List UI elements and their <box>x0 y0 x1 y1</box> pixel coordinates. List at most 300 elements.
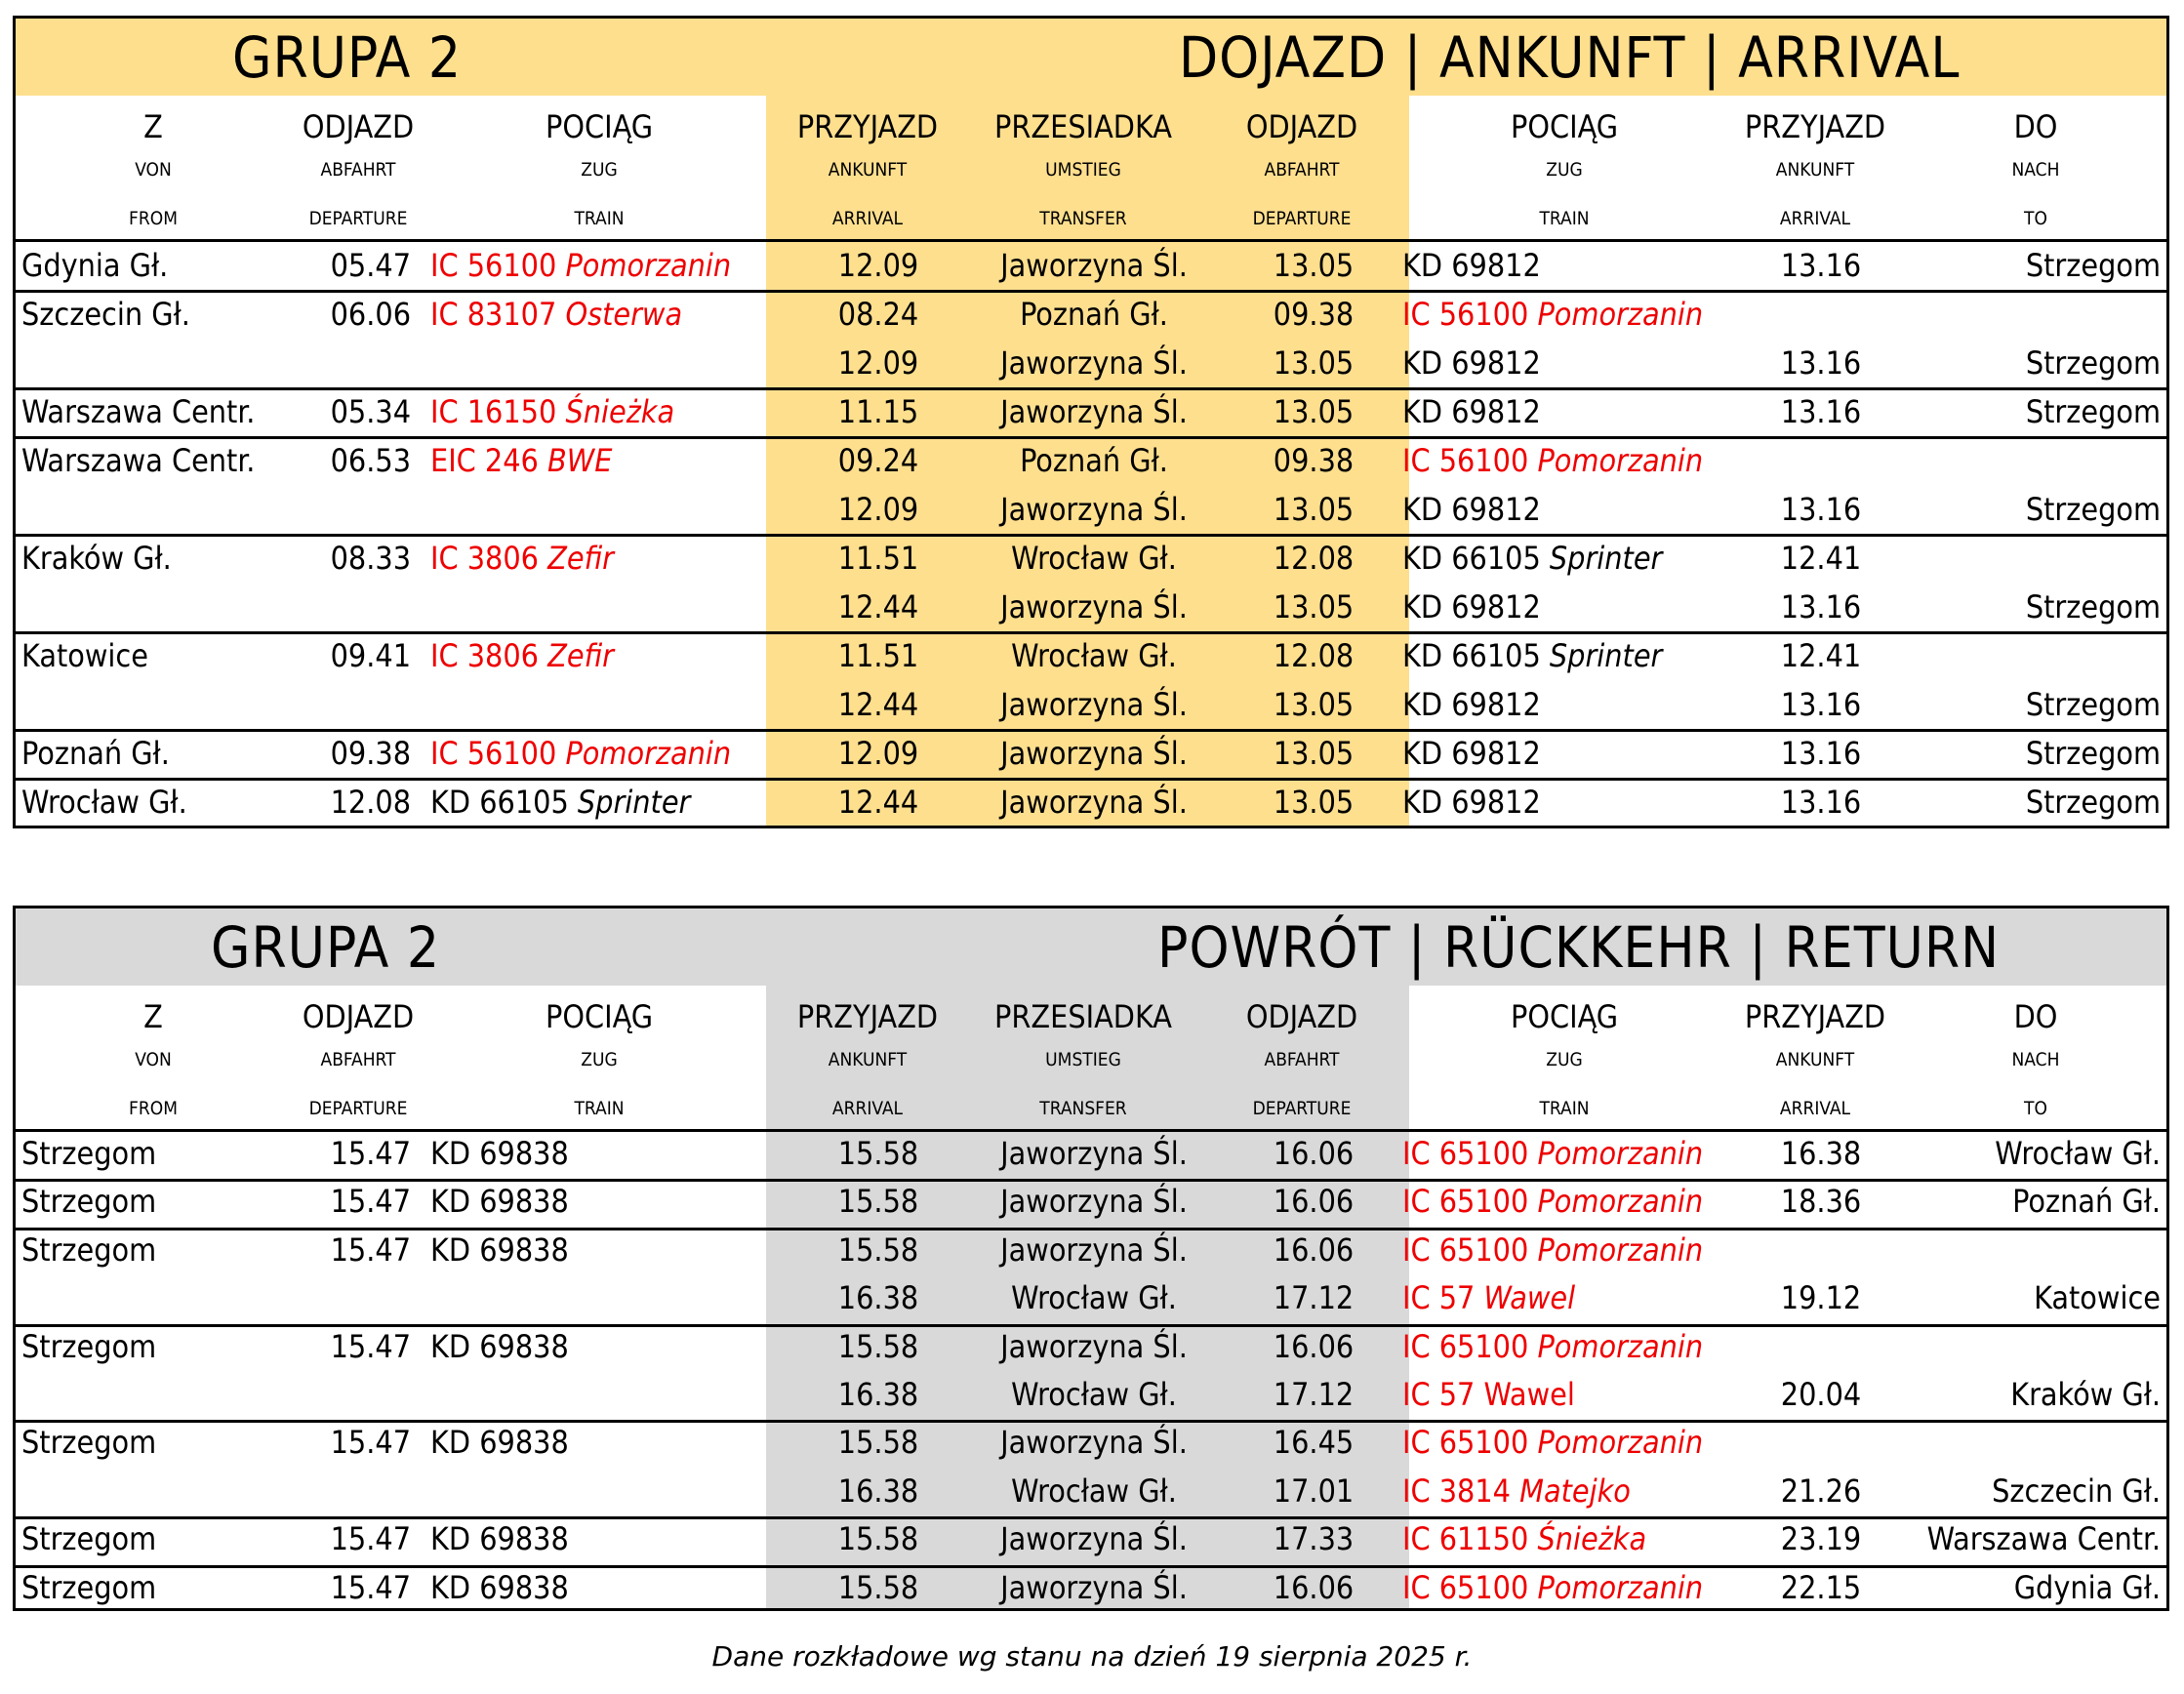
transfer-departure-time: 09.38 <box>1273 442 1355 479</box>
origin-station: Strzegom <box>21 1568 157 1606</box>
table-row <box>16 1229 2166 1325</box>
header-arrival <box>1708 96 1922 242</box>
departure-time: 15.47 <box>330 1424 411 1462</box>
final-arrival-time: 23.19 <box>1780 1520 1862 1558</box>
header-transfer-en: TRANSFER <box>1039 1098 1127 1119</box>
header-train-en: TRAIN <box>574 1098 625 1119</box>
transfer-departure-time: 13.05 <box>1273 784 1355 821</box>
transfer-arrival-time: 12.09 <box>837 247 919 284</box>
train-number: KD 69838 <box>430 1568 569 1606</box>
train-number: KD 69838 <box>430 1183 569 1221</box>
transfer-arrival-time: 15.58 <box>837 1135 919 1172</box>
header-train-pl: POCIĄG <box>545 108 654 145</box>
departure-time: 09.38 <box>330 735 411 772</box>
final-arrival-time: 12.41 <box>1780 540 1862 577</box>
transfer-station: Wrocław Gł. <box>1011 1375 1177 1413</box>
transfer-departure-time: 16.06 <box>1273 1327 1355 1365</box>
header-transfer-en: TRANSFER <box>1039 208 1127 229</box>
header-transfer <box>966 96 1200 242</box>
train-number: KD 69812 <box>1402 686 1541 723</box>
transfer-station: Jaworzyna Śl. <box>1000 686 1188 723</box>
destination-station: Warszawa Centr. <box>1926 1520 2161 1558</box>
departure-time: 15.47 <box>330 1568 411 1606</box>
destination-station: Strzegom <box>2025 344 2161 382</box>
departure-time: 12.08 <box>330 784 411 821</box>
header-arrival-pl: PRZYJAZD <box>1744 108 1886 145</box>
header-from-de: VON <box>135 1049 172 1070</box>
destination-station: Strzegom <box>2025 491 2161 528</box>
final-arrival-time: 19.12 <box>1780 1279 1862 1317</box>
train-number: KD 66105 <box>1402 637 1541 674</box>
arrival-title-bar <box>16 19 2166 96</box>
header-transfer-de: UMSTIEG <box>1045 1049 1121 1070</box>
transfer-departure-time: 16.06 <box>1273 1230 1355 1269</box>
transfer-departure-time: 16.45 <box>1273 1424 1355 1462</box>
header-train-pl: POCIĄG <box>1510 998 1619 1035</box>
header-train-pl: POCIĄG <box>1510 108 1619 145</box>
transfer-arrival-time: 15.58 <box>837 1230 919 1269</box>
transfer-arrival-time: 12.09 <box>837 735 919 772</box>
header-departure-de: ABFAHRT <box>1264 1049 1340 1070</box>
header-departure-de: ABFAHRT <box>320 159 396 181</box>
origin-station: Warszawa Centr. <box>21 442 256 479</box>
connecting-train <box>1402 587 1541 626</box>
train-name: Pomorzanin <box>556 735 732 772</box>
train-name: Pomorzanin <box>1528 1230 1704 1269</box>
train-number: IC 57 <box>1402 1279 1476 1317</box>
transfer-departure-time: 17.33 <box>1273 1520 1355 1558</box>
header-departure-pl: ODJAZD <box>1245 108 1358 145</box>
origin-station: Kraków Gł. <box>21 540 172 577</box>
train-number: KD 69812 <box>1402 491 1541 528</box>
train-number: KD 69812 <box>1402 784 1541 821</box>
transfer-station: Jaworzyna Śl. <box>1000 393 1188 430</box>
destination-station: Szczecin Gł. <box>1992 1472 2161 1510</box>
first-train <box>430 1327 569 1366</box>
transfer-arrival-time: 12.44 <box>837 588 919 625</box>
transfer-station: Jaworzyna Śl. <box>1000 1520 1188 1558</box>
transfer-departure-time: 13.05 <box>1273 393 1355 430</box>
transfer-arrival-time: 09.24 <box>837 442 919 479</box>
origin-station: Strzegom <box>21 1135 157 1172</box>
first-train <box>430 1568 569 1607</box>
transfer-station: Jaworzyna Śl. <box>1000 491 1188 528</box>
train-number: KD 66105 <box>1402 540 1541 577</box>
header-arrival-pl: PRZYJAZD <box>1744 998 1886 1035</box>
header-departure <box>1204 986 1399 1132</box>
train-number: IC 65100 <box>1402 1135 1529 1172</box>
connecting-train <box>1402 734 1541 773</box>
header-train-en: TRAIN <box>574 208 625 229</box>
transfer-station: Wrocław Gł. <box>1011 540 1177 577</box>
transfer-departure-time: 16.06 <box>1273 1568 1355 1606</box>
transfer-station: Jaworzyna Śl. <box>1000 1230 1188 1269</box>
destination-station: Strzegom <box>2025 784 2161 821</box>
final-arrival-time: 12.41 <box>1780 637 1862 674</box>
origin-station: Strzegom <box>21 1520 157 1558</box>
departure-time: 08.33 <box>330 540 411 577</box>
section-title: POWRÓT | RÜCKKEHR | RETURN <box>1157 914 2001 981</box>
header-arrival <box>770 986 965 1132</box>
table-row <box>16 1517 2166 1565</box>
transfer-departure-time: 12.08 <box>1273 637 1355 674</box>
destination-station: Strzegom <box>2025 686 2161 723</box>
header-departure <box>1204 96 1399 242</box>
header-to <box>1938 986 2133 1132</box>
transfer-station: Jaworzyna Śl. <box>1000 1135 1188 1172</box>
connecting-train <box>1402 1375 1575 1414</box>
train-number: IC 56100 <box>430 735 557 772</box>
departure-time: 15.47 <box>330 1135 411 1172</box>
departure-time: 15.47 <box>330 1230 411 1269</box>
header-train-en: TRAIN <box>1539 1098 1590 1119</box>
train-number: IC 65100 <box>1402 1230 1529 1269</box>
destination-station: Strzegom <box>2025 588 2161 625</box>
header-arrival-en: ARRIVAL <box>831 1098 904 1119</box>
connecting-train <box>1402 1519 1646 1558</box>
header-to-pl: DO <box>2013 108 2058 145</box>
transfer-arrival-time: 15.58 <box>837 1424 919 1462</box>
connecting-train <box>1402 539 1662 578</box>
first-train <box>430 1423 569 1462</box>
train-number: KD 69812 <box>1402 588 1541 625</box>
header-train <box>472 986 726 1132</box>
connecting-train <box>1402 392 1541 431</box>
header-to-pl: DO <box>2013 998 2058 1035</box>
train-name: Pomorzanin <box>1528 1183 1704 1221</box>
destination-station: Gdynia Gł. <box>2013 1568 2161 1606</box>
first-train <box>430 734 731 773</box>
train-name: Sprinter <box>1540 540 1663 577</box>
train-number: KD 69812 <box>1402 344 1541 382</box>
final-arrival-time: 13.16 <box>1780 491 1862 528</box>
transfer-departure-time: 16.06 <box>1273 1183 1355 1221</box>
transfer-station: Jaworzyna Śl. <box>1000 1183 1188 1221</box>
final-arrival-time: 16.38 <box>1780 1135 1862 1172</box>
header-arrival-en: ARRIVAL <box>831 208 904 229</box>
final-arrival-time: 22.15 <box>1780 1568 1862 1606</box>
train-name: Śnieżka <box>1528 1520 1647 1558</box>
column-headers <box>16 986 2166 1132</box>
transfer-arrival-time: 08.24 <box>837 296 919 333</box>
transfer-departure-time: 09.38 <box>1273 296 1355 333</box>
header-train-en: TRAIN <box>1539 208 1590 229</box>
train-name: Pomorzanin <box>1528 1424 1704 1462</box>
header-train-de: ZUG <box>1546 159 1583 181</box>
final-arrival-time: 13.16 <box>1780 393 1862 430</box>
return-title-bar <box>16 908 2166 986</box>
train-number: KD 69838 <box>430 1135 569 1172</box>
transfer-station: Jaworzyna Śl. <box>1000 1568 1188 1606</box>
connecting-train <box>1402 343 1541 383</box>
final-arrival-time: 13.16 <box>1780 735 1862 772</box>
train-name: Pomorzanin <box>1528 442 1704 479</box>
train-name: Pomorzanin <box>1528 1327 1704 1365</box>
final-arrival-time: 13.16 <box>1780 344 1862 382</box>
train-number: KD 69838 <box>430 1230 569 1269</box>
header-departure-en: DEPARTURE <box>1252 1098 1352 1119</box>
train-number: IC 56100 <box>1402 442 1529 479</box>
destination-station: Kraków Gł. <box>2010 1375 2161 1413</box>
train-number: KD 69812 <box>1402 735 1541 772</box>
connecting-train <box>1402 1230 1703 1270</box>
origin-station: Warszawa Centr. <box>21 393 256 430</box>
table-row <box>16 535 2166 632</box>
train-name: BWE <box>538 442 613 479</box>
header-departure-en: DEPARTURE <box>308 208 408 229</box>
transfer-station: Jaworzyna Śl. <box>1000 588 1188 625</box>
train-number: IC 65100 <box>1402 1424 1529 1462</box>
header-departure-pl: ODJAZD <box>1245 998 1358 1035</box>
header-from <box>26 986 280 1132</box>
train-number: IC 57 <box>1402 1375 1476 1413</box>
header-departure-en: DEPARTURE <box>1252 208 1352 229</box>
header-departure <box>261 96 456 242</box>
train-number: IC 3806 <box>430 540 539 577</box>
train-name: Wawel <box>1475 1375 1575 1413</box>
first-train <box>430 246 731 285</box>
transfer-station: Wrocław Gł. <box>1011 637 1177 674</box>
destination-station: Katowice <box>2034 1279 2161 1317</box>
transfer-departure-time: 16.06 <box>1273 1135 1355 1172</box>
table-row <box>16 1132 2166 1180</box>
table-row <box>16 779 2166 827</box>
connecting-train <box>1402 636 1662 675</box>
train-name: Zefir <box>538 637 614 674</box>
train-number: IC 16150 <box>430 393 557 430</box>
header-arrival <box>770 96 965 242</box>
train-number: IC 61150 <box>1402 1520 1529 1558</box>
header-train <box>1437 96 1691 242</box>
header-from <box>26 96 280 242</box>
destination-station: Strzegom <box>2025 735 2161 772</box>
departure-time: 15.47 <box>330 1183 411 1221</box>
first-train <box>430 1230 569 1270</box>
train-number: EIC 246 <box>430 442 539 479</box>
arrival-timetable <box>13 16 2169 828</box>
connecting-train <box>1402 490 1541 529</box>
table-row <box>16 291 2166 388</box>
first-train <box>430 783 690 822</box>
header-from-pl: Z <box>143 108 163 145</box>
transfer-departure-time: 17.12 <box>1273 1375 1355 1413</box>
first-train <box>430 1182 569 1221</box>
connecting-train <box>1402 1278 1575 1317</box>
train-name: Pomorzanin <box>1528 1568 1704 1606</box>
header-transfer <box>966 986 1200 1132</box>
train-name: Pomorzanin <box>556 247 732 284</box>
connecting-train <box>1402 1568 1703 1607</box>
train-number: IC 83107 <box>430 296 557 333</box>
transfer-departure-time: 13.05 <box>1273 686 1355 723</box>
return-timetable <box>13 906 2169 1611</box>
connecting-train <box>1402 295 1703 334</box>
train-number: KD 66105 <box>430 784 569 821</box>
origin-station: Poznań Gł. <box>21 735 170 772</box>
column-headers <box>16 96 2166 242</box>
footer-note: Dane rozkładowe wg stanu na dzień 19 sierpnia 2025 r. <box>711 1640 1473 1673</box>
first-train <box>430 1519 569 1558</box>
transfer-station: Jaworzyna Śl. <box>1000 735 1188 772</box>
table-row <box>16 1325 2166 1422</box>
origin-station: Strzegom <box>21 1424 157 1462</box>
train-number: KD 69838 <box>430 1327 569 1365</box>
transfer-departure-time: 13.05 <box>1273 247 1355 284</box>
header-to-en: TO <box>2024 1098 2047 1119</box>
transfer-arrival-time: 15.58 <box>837 1183 919 1221</box>
train-number: IC 65100 <box>1402 1183 1529 1221</box>
first-train <box>430 1134 569 1173</box>
table-row <box>16 242 2166 291</box>
train-number: IC 65100 <box>1402 1568 1529 1606</box>
connecting-train <box>1402 441 1703 480</box>
table-row <box>16 730 2166 779</box>
table-row <box>16 437 2166 535</box>
origin-station: Gdynia Gł. <box>21 247 169 284</box>
train-number: KD 69838 <box>430 1520 569 1558</box>
transfer-departure-time: 13.05 <box>1273 491 1355 528</box>
origin-station: Katowice <box>21 637 148 674</box>
transfer-departure-time: 13.05 <box>1273 588 1355 625</box>
departure-time: 15.47 <box>330 1327 411 1365</box>
transfer-station: Poznań Gł. <box>1020 296 1168 333</box>
header-train-de: ZUG <box>1546 1049 1583 1070</box>
departure-time: 06.53 <box>330 442 411 479</box>
header-departure-pl: ODJAZD <box>302 998 415 1035</box>
transfer-departure-time: 17.01 <box>1273 1472 1355 1510</box>
header-to <box>1938 96 2133 242</box>
transfer-station: Jaworzyna Śl. <box>1000 344 1188 382</box>
header-train-de: ZUG <box>581 1049 618 1070</box>
first-train <box>430 295 682 334</box>
train-name: Sprinter <box>1540 637 1663 674</box>
header-departure-de: ABFAHRT <box>320 1049 396 1070</box>
header-from-en: FROM <box>129 1098 178 1119</box>
transfer-arrival-time: 12.09 <box>837 344 919 382</box>
transfer-arrival-time: 12.44 <box>837 784 919 821</box>
train-number: IC 3814 <box>1402 1472 1511 1510</box>
header-from-pl: Z <box>143 998 163 1035</box>
group-title: GRUPA 2 <box>232 24 463 91</box>
destination-station: Wrocław Gł. <box>1995 1135 2161 1172</box>
train-number: IC 3806 <box>430 637 539 674</box>
final-arrival-time: 13.16 <box>1780 247 1862 284</box>
train-name: Śnieżka <box>556 393 675 430</box>
departure-time: 09.41 <box>330 637 411 674</box>
header-arrival-en: ARRIVAL <box>1779 208 1851 229</box>
transfer-station: Jaworzyna Śl. <box>1000 784 1188 821</box>
origin-station: Strzegom <box>21 1327 157 1365</box>
connecting-train <box>1402 685 1541 724</box>
header-transfer-pl: PRZESIADKA <box>994 108 1172 145</box>
departure-time: 15.47 <box>330 1520 411 1558</box>
final-arrival-time: 20.04 <box>1780 1375 1862 1413</box>
connecting-train <box>1402 1423 1703 1462</box>
transfer-arrival-time: 15.58 <box>837 1520 919 1558</box>
header-from-en: FROM <box>129 208 178 229</box>
table-row <box>16 1566 2166 1614</box>
train-name: Pomorzanin <box>1528 1135 1704 1172</box>
transfer-arrival-time: 12.44 <box>837 686 919 723</box>
table-row <box>16 1421 2166 1517</box>
first-train <box>430 392 674 431</box>
departure-time: 06.06 <box>330 296 411 333</box>
origin-station: Wrocław Gł. <box>21 784 187 821</box>
origin-station: Strzegom <box>21 1230 157 1269</box>
transfer-arrival-time: 15.58 <box>837 1568 919 1606</box>
transfer-arrival-time: 16.38 <box>837 1375 919 1413</box>
table-row <box>16 632 2166 730</box>
connecting-train <box>1402 783 1541 822</box>
transfer-departure-time: 17.12 <box>1273 1279 1355 1317</box>
header-arrival-pl: PRZYJAZD <box>796 108 939 145</box>
header-transfer-de: UMSTIEG <box>1045 159 1121 181</box>
transfer-arrival-time: 15.58 <box>837 1327 919 1365</box>
train-name: Pomorzanin <box>1528 296 1704 333</box>
transfer-arrival-time: 11.51 <box>837 637 919 674</box>
header-arrival-en: ARRIVAL <box>1779 1098 1851 1119</box>
transfer-arrival-time: 11.51 <box>837 540 919 577</box>
train-name: Osterwa <box>556 296 683 333</box>
transfer-arrival-time: 16.38 <box>837 1279 919 1317</box>
train-number: KD 69838 <box>430 1424 569 1462</box>
section-title: DOJAZD | ANKUNFT | ARRIVAL <box>1179 24 1961 91</box>
header-arrival <box>1708 986 1922 1132</box>
header-departure-en: DEPARTURE <box>308 1098 408 1119</box>
train-name: Matejko <box>1510 1472 1631 1510</box>
transfer-arrival-time: 12.09 <box>837 491 919 528</box>
connecting-train <box>1402 1134 1703 1173</box>
transfer-station: Wrocław Gł. <box>1011 1472 1177 1510</box>
origin-station: Strzegom <box>21 1183 157 1221</box>
table-row <box>16 1180 2166 1228</box>
connecting-train <box>1402 1327 1703 1366</box>
header-arrival-de: ANKUNFT <box>1775 1049 1855 1070</box>
connecting-train <box>1402 246 1541 285</box>
first-train <box>430 636 614 675</box>
train-number: IC 56100 <box>1402 296 1529 333</box>
table-row <box>16 388 2166 437</box>
header-to-de: NACH <box>2011 1049 2060 1070</box>
final-arrival-time: 13.16 <box>1780 784 1862 821</box>
group-title: GRUPA 2 <box>211 914 441 981</box>
destination-station: Strzegom <box>2025 247 2161 284</box>
train-name: Wawel <box>1475 1279 1576 1317</box>
departure-time: 05.34 <box>330 393 411 430</box>
transfer-station: Wrocław Gł. <box>1011 1279 1177 1317</box>
departure-time: 05.47 <box>330 247 411 284</box>
transfer-arrival-time: 16.38 <box>837 1472 919 1510</box>
first-train <box>430 441 612 480</box>
header-departure <box>261 986 456 1132</box>
transfer-station: Poznań Gł. <box>1020 442 1168 479</box>
header-train-de: ZUG <box>581 159 618 181</box>
header-departure-pl: ODJAZD <box>302 108 415 145</box>
header-to-de: NACH <box>2011 159 2060 181</box>
first-train <box>430 539 614 578</box>
origin-station: Szczecin Gł. <box>21 296 190 333</box>
final-arrival-time: 13.16 <box>1780 588 1862 625</box>
header-departure-de: ABFAHRT <box>1264 159 1340 181</box>
header-arrival-pl: PRZYJAZD <box>796 998 939 1035</box>
train-name: Sprinter <box>568 784 691 821</box>
header-train-pl: POCIĄG <box>545 998 654 1035</box>
transfer-departure-time: 13.05 <box>1273 735 1355 772</box>
header-arrival-de: ANKUNFT <box>828 1049 908 1070</box>
transfer-station: Jaworzyna Śl. <box>1000 247 1188 284</box>
connecting-train <box>1402 1182 1703 1221</box>
train-number: IC 65100 <box>1402 1327 1529 1365</box>
